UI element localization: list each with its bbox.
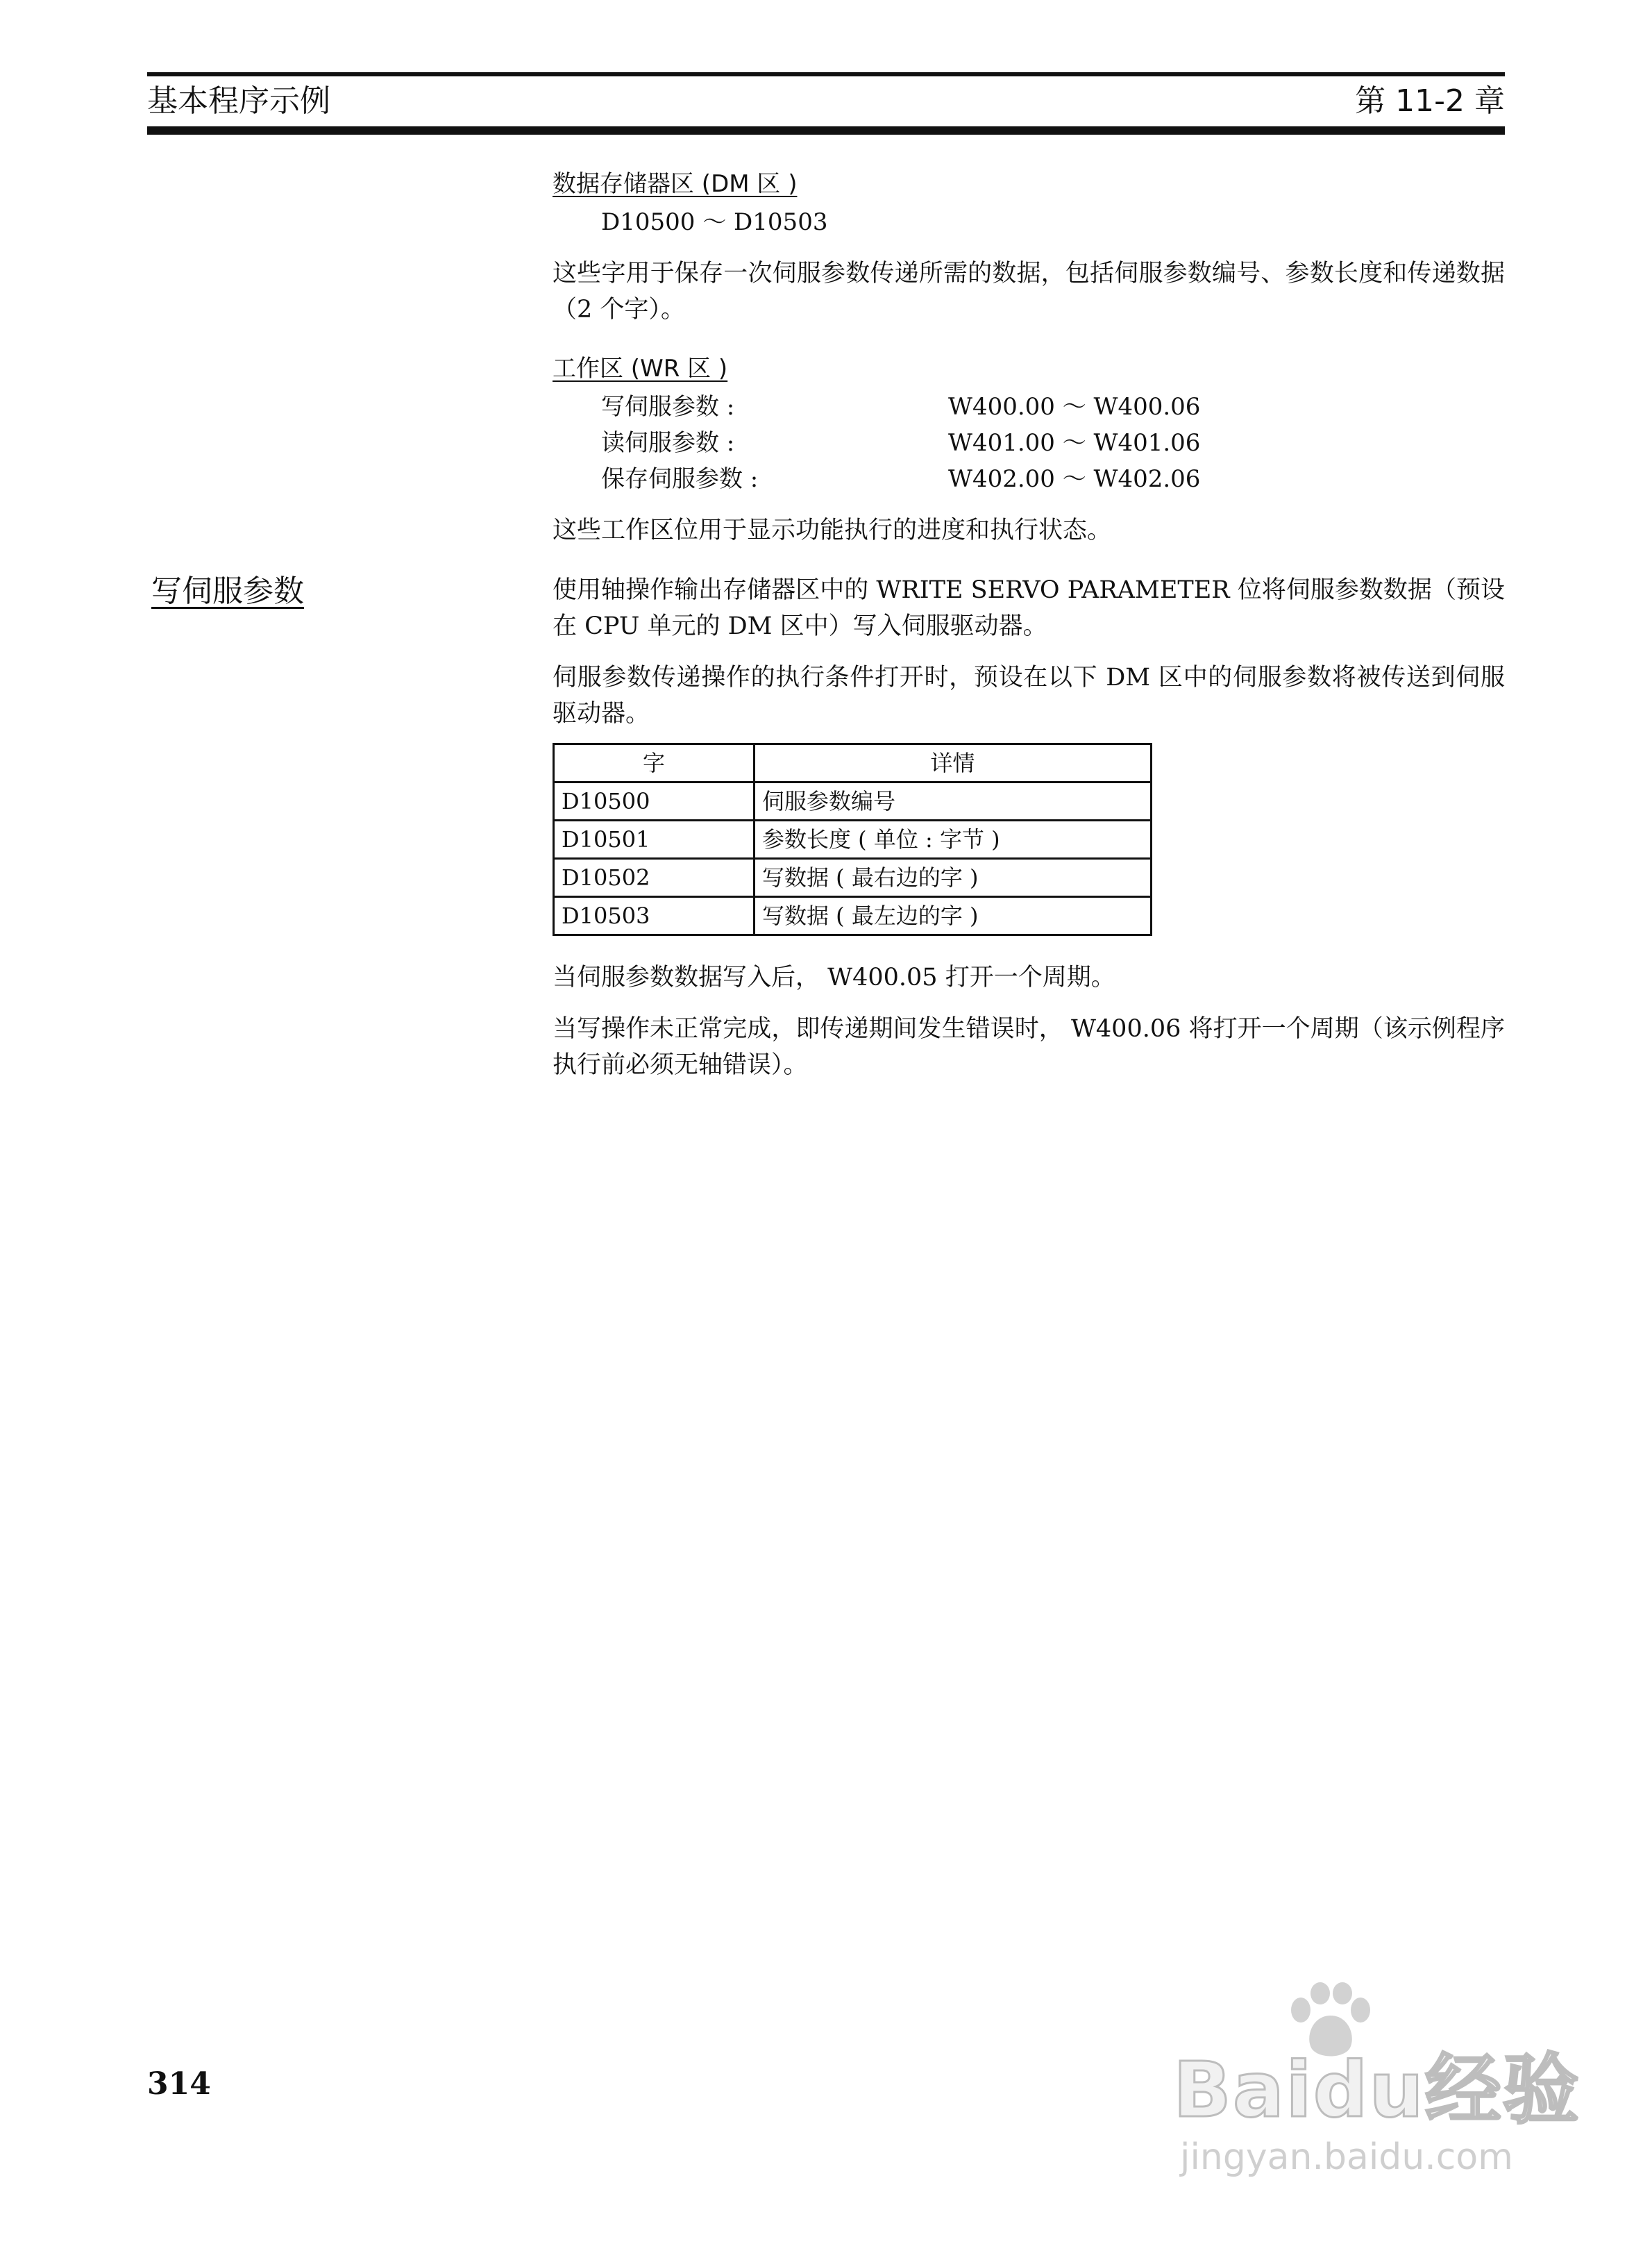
table-row [554,782,1152,821]
dm-range: D10500 ～ D10503 [601,208,828,236]
header-top-rule [147,72,1505,76]
wr-row-label: 保存伺服参数 : [601,465,759,493]
table-header-row [554,744,1152,782]
table-cell-word: D10502 [554,859,755,897]
table-cell-details: 伺服参数编号 [755,782,1152,821]
table-cell-word: D10503 [554,897,755,935]
table-cell-word: D10501 [554,821,755,859]
write-servo-para-4: 当写操作未正常完成，即传递期间发生错误时， W400.06 将打开一个周期（该示例程序执行前必须无轴错误）。 [553,1015,1505,1079]
table-cell-word: D10500 [554,782,755,821]
wr-row [601,425,1505,461]
wr-range-list [601,389,1505,497]
wr-section-heading: 工作区 (WR 区 ) [553,355,728,383]
write-servo-para-1: 使用轴操作输出存储器区中的 WRITE SERVO PARAMETER 位将伺服参数数据（预设在 CPU 单元的 DM 区中）写入伺服驱动器。 [553,576,1505,640]
table-header-details: 详情 [755,744,1152,782]
write-servo-para-2: 伺服参数传递操作的执行条件打开时，预设在以下 DM 区中的伺服参数将被传送到伺服驱动器。 [553,664,1505,728]
wr-row-label: 写伺服参数 : [601,393,735,421]
wr-row-label: 读伺服参数 : [601,429,735,457]
servo-param-table [553,743,1152,936]
watermark-url: jingyan.baidu.com [1180,2136,1513,2178]
table-cell-details: 写数据 ( 最左边的字 ) [755,897,1152,935]
table-row [554,897,1152,935]
wr-row-range: W400.00 ～ W400.06 [948,393,1201,421]
write-servo-side-heading: 写伺服参数 [151,573,304,609]
baidu-watermark [1173,1982,1581,2191]
table-row [554,821,1152,859]
watermark-brand: Baidu经验 [1173,2045,1581,2134]
dm-description: 这些字用于保存一次伺服参数传递所需的数据，包括伺服参数编号、参数长度和传递数据 （2 个字）。 [553,260,1505,324]
page-header [147,72,1505,135]
wr-row [601,389,1505,425]
section-title: 基本程序示例 [147,83,330,119]
main-content [553,167,1505,1083]
chapter-label: 第 11-2 章 [1355,83,1505,119]
table-cell-details: 参数长度 ( 单位 : 字节 ) [755,821,1152,859]
header-bottom-rule [147,126,1505,135]
dm-section-heading: 数据存储器区 (DM 区 ) [553,170,798,198]
wr-description: 这些工作区位用于显示功能执行的进度和执行状态。 [553,517,1112,544]
table-header-word: 字 [554,744,755,782]
wr-row-range: W402.00 ～ W402.06 [948,465,1201,493]
table-row [554,859,1152,897]
write-servo-para-3: 当伺服参数数据写入后， W400.05 打开一个周期。 [553,964,1115,991]
table-cell-details: 写数据 ( 最右边的字 ) [755,859,1152,897]
wr-row-range: W401.00 ～ W401.06 [948,429,1201,457]
page-number: 314 [147,2066,211,2102]
wr-row [601,461,1505,497]
